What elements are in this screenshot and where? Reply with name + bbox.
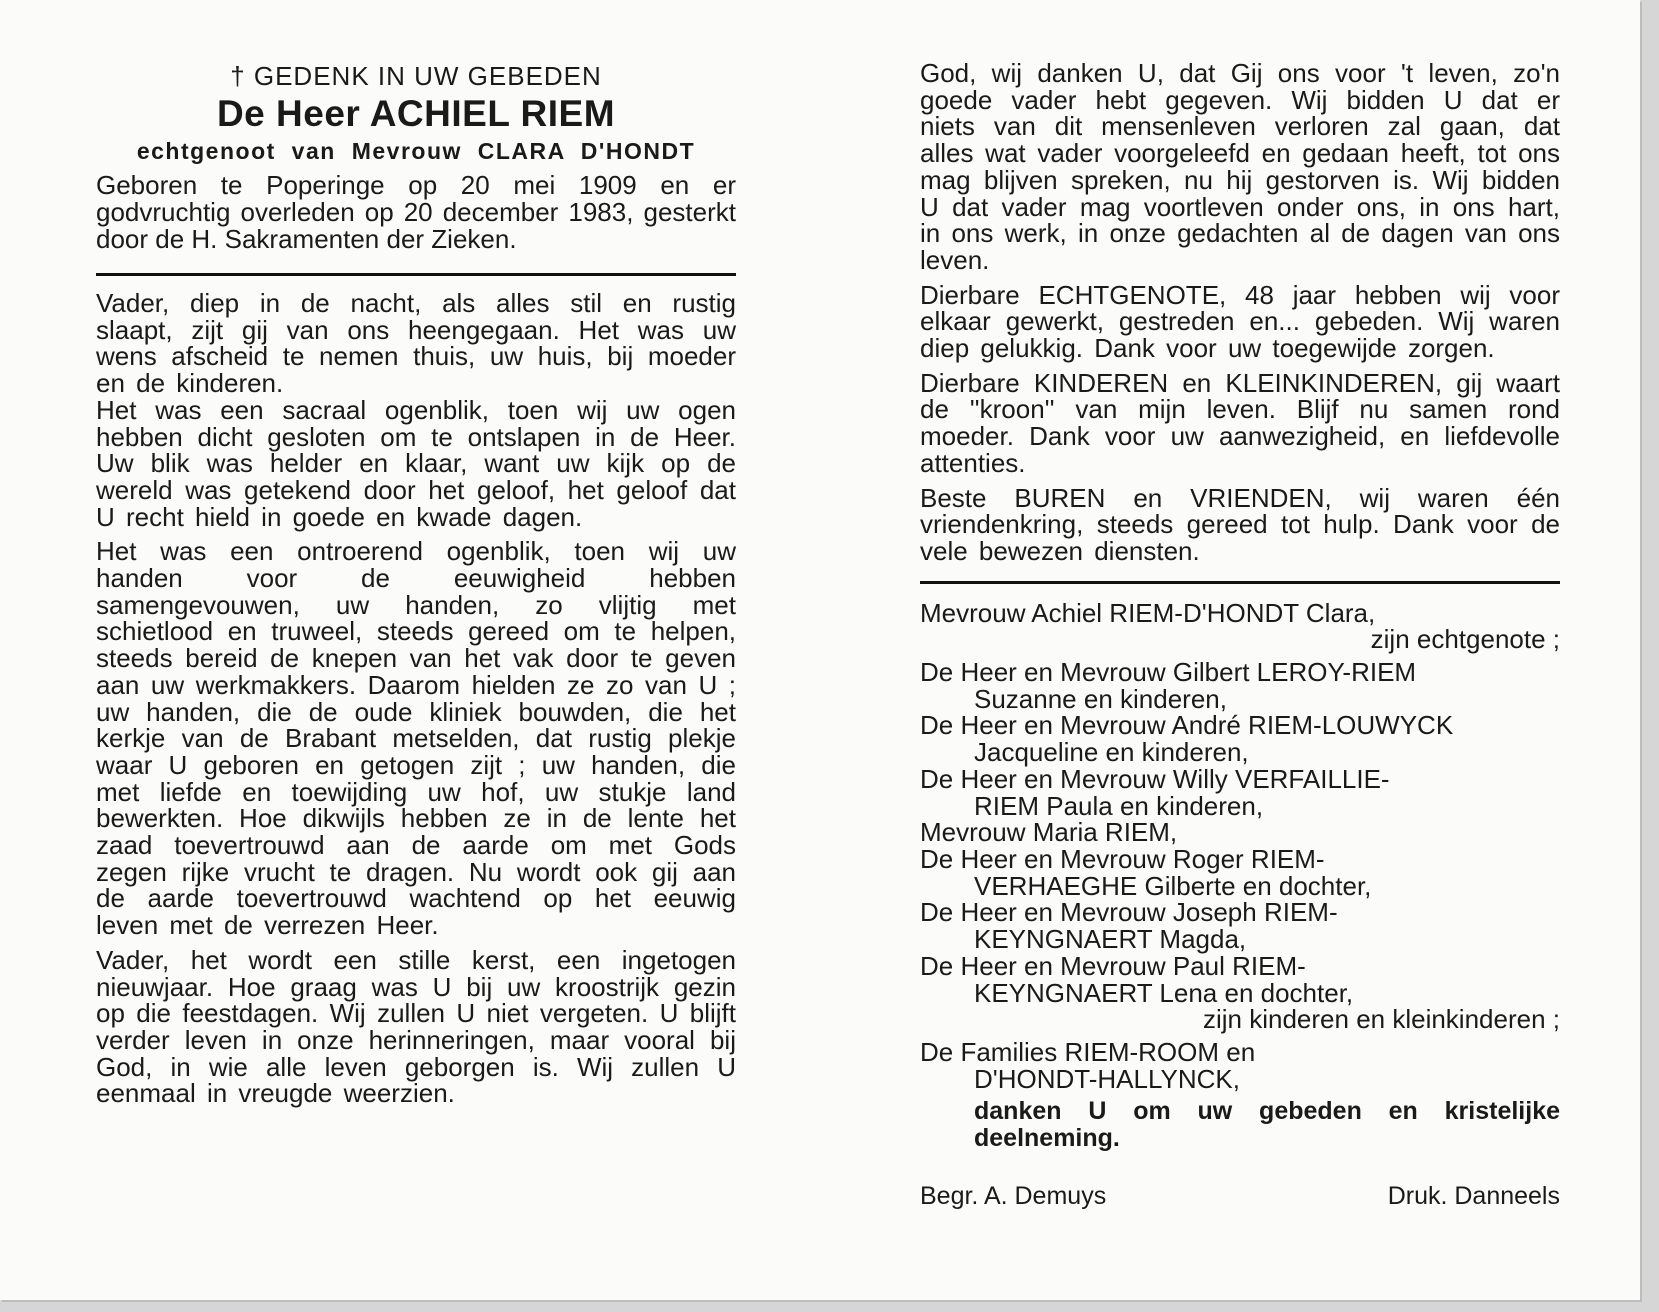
paragraph: Vader, het wordt een stille kerst, een ingetogen nieuwjaar. Hoe graag was U bij uw kroostrijk gezin op die feestdagen. Wij zullen U niet vergeten. U blijft verder leven in onze herinneringen, maar vooral bij God, in wie alle leven geborgen is. Wij zullen U eenmaal in vreugde weerzien.: [96, 944, 736, 1109]
divider: [920, 581, 1560, 584]
thanks-text: danken U om uw gebeden en kristelijke deelneming.: [974, 1097, 1560, 1153]
family-line: De Heer en Mevrouw Paul RIEM-: [920, 950, 1306, 981]
family-line: De Heer en Mevrouw Roger RIEM-: [920, 843, 1325, 874]
paragraph: Het was een sacraal ogenblik, toen wij uw ogen hebben dicht gesloten om te ontslapen in de Heer. Uw blik was helder en klaar, want uw kijk op de wereld was getekend door het geloof, het geloof dat U recht hield in goede en kwade dagen.: [96, 394, 736, 532]
undertaker-credit: Begr. A. Demuys: [920, 1182, 1107, 1211]
family-line: D'HONDT-HALLYNCK,: [974, 1063, 1240, 1094]
family-line: Mevrouw Maria RIEM,: [920, 817, 1178, 848]
left-column: [96, 60, 736, 1107]
family-line: Suzanne en kinderen,: [974, 683, 1227, 714]
divider: [96, 273, 736, 276]
birth-death-text: Geboren te Poperinge op 20 mei 1909 en er godvruchtig overleden op 20 december 1983, gesterkt door de H. Sakramenten der Zieken.: [96, 170, 736, 254]
paragraph: Het was een ontroerend ogenblik, toen wij uw handen voor de eeuwigheid hebben samengevouwen, uw handen, zo vlijtig met schietlood en truweel, steeds gereed om te helpen, steeds bereid de knepen van het vak door te geven aan uw werkmakkers. Daarom hielden ze zo van U ; uw handen, die de oude kliniek bouwden, die het kerkje van de Brabant metselden, dat rustig plekje waar U geboren en getogen zijt ; uw handen, die met liefde en toewijding uw hof, uw stukje land bewerkten. Hoe dikwijls hebben ze in de lente het zaad toevertrouwd aan de aarde om met Gods zegen rijke vrucht te dragen. Nu wordt ook gij aan de aarde toevertrouwd wachtend op het eeuwig leven met de verrezen Heer.: [96, 536, 736, 941]
paragraph: Dierbare KINDEREN en KLEINKINDEREN, gij waart de ''kroon'' van mijn leven. Blijf nu samen rond moeder. Dank voor uw aanwezigheid, en liefdevolle attenties.: [920, 367, 1560, 478]
spouse-line: echtgenoot van Mevrouw CLARA D'HONDT: [136, 138, 696, 164]
family-line: zijn echtgenote ;: [1370, 624, 1560, 655]
paragraph: Vader, diep in de nacht, als alles stil en rustig slaapt, zijt gij van ons heengegaan. Het was uw wens afscheid te nemen thuis, uw huis, bij moeder en de kinderen.: [96, 288, 736, 399]
family-line: De Heer en Mevrouw Willy VERFAILLIE-: [920, 763, 1390, 794]
family-line: KEYNGNAERT Magda,: [974, 924, 1247, 955]
family-line: zijn kinderen en kleinkinderen ;: [1203, 1004, 1560, 1035]
memorial-header: † GEDENK IN UW GEBEDEN: [230, 61, 602, 91]
right-column: [920, 60, 1560, 1211]
family-line: Jacqueline en kinderen,: [974, 737, 1249, 768]
family-list: [920, 597, 1560, 1094]
family-line: De Families RIEM-ROOM en: [920, 1036, 1256, 1067]
prayer-paragraph: God, wij danken U, dat Gij ons voor 't leven, zo'n goede vader hebt gegeven. Wij bidden U dat er niets van dit mensenleven verloren zal gaan, dat alles wat vader voorgeleefd en gedaan heeft, tot ons mag blijven spreken, nu hij gestorven is. Wij bidden U dat vader mag voortleven onder ons, in ons hart, in ons werk, in onze gedachten al de dagen van ons leven.: [920, 58, 1560, 275]
family-line: De Heer en Mevrouw Joseph RIEM-: [920, 897, 1338, 928]
paragraph: Dierbare ECHTGENOTE, 48 jaar hebben wij voor elkaar gewerkt, gestreden en... gebeden. Wij waren diep gelukkig. Dank voor uw toegewijde zorgen.: [920, 279, 1560, 364]
family-line: VERHAEGHE Gilberte en dochter,: [974, 870, 1372, 901]
printer-credit: Druk. Danneels: [1387, 1182, 1560, 1211]
family-line: KEYNGNAERT Lena en dochter,: [974, 977, 1354, 1008]
family-line: RIEM Paula en kinderen,: [974, 790, 1264, 821]
family-line: Mevrouw Achiel RIEM-D'HONDT Clara,: [920, 597, 1376, 628]
family-line: De Heer en Mevrouw Gilbert LEROY-RIEM: [920, 657, 1417, 688]
family-line: De Heer en Mevrouw André RIEM-LOUWYCK: [920, 710, 1454, 741]
deceased-name: De Heer ACHIEL RIEM: [216, 93, 616, 134]
footer: [920, 1182, 1560, 1211]
paragraph: Beste BUREN en VRIENDEN, wij waren één vriendenkring, steeds gereed tot hulp. Dank voor de vele bewezen diensten.: [920, 482, 1560, 566]
